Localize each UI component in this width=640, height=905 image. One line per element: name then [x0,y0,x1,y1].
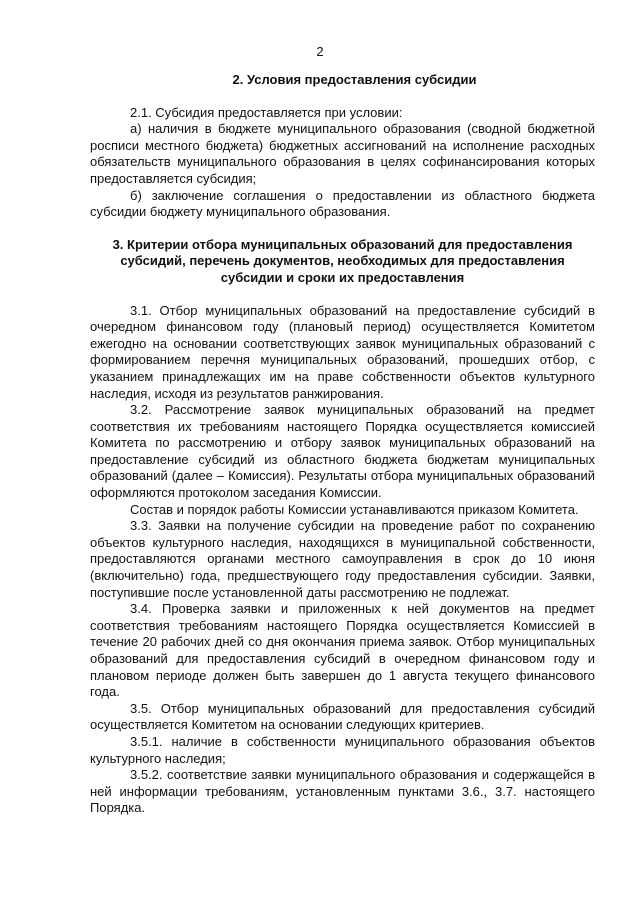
section-3-paragraph: 3.2. Рассмотрение заявок муниципальных образований на предмет соответствия их требованиям настоящего Порядка осуществляется комиссией Комитета по рассмотрению и отбору заявок муниципальных образований на предоставление субсидий из областного бюджета бюджетам муниципальных образований (далее – Комиссия). Результаты отбора муниципальных образований оформляются протоколом заседания Комиссии. [90,402,595,501]
section-2-paragraph: б) заключение соглашения о предоставлении из областного бюджета субсидии бюджету муниципального образования. [90,187,595,220]
section-3-paragraph: 3.3. Заявки на получение субсидии на проведение работ по сохранению объектов культурного наследия, находящихся в муниципальной собственности, предоставляются органами местного самоуправления в срок до 10 июня (включительно) года, предшествующего году предоставления субсидии. Заявки, поступившие после установленной даты рассмотрению не подлежат. [90,518,595,600]
section-2-paragraph: 2.1. Субсидия предоставляется при условии: [130,104,403,120]
section-3-paragraph: 3.5.1. наличие в собственности муниципального образования объектов культурного наследия; [90,733,595,766]
section-3-paragraph: 3.4. Проверка заявки и приложенных к ней документов на предмет соответствия требованиям настоящего Порядка осуществляется Комиссией в течение 20 рабочих дней со дня окончания приема заявок. Отбор муниципальных образований для предоставления субсидий в очередном финансовом году и плановом периоде должен быть завершен до 1 августа текущего финансового года. [90,601,595,700]
section-3-title: 3. Критерии отбора муниципальных образований для предоставления субсидий, перечень документов, необходимых для предоставления субсидии и сроки их предоставления [112,236,573,285]
section-2-paragraph: а) наличия в бюджете муниципального образования (сводной бюджетной росписи местного бюджета) бюджетных ассигнований на исполнение расходных обязательств муниципального образования в целях софинансирования которых предоставляется субсидия; [90,121,595,186]
section-3-paragraph: Состав и порядок работы Комиссии устанавливаются приказом Комитета. [130,501,579,517]
section-3-paragraph: 3.5. Отбор муниципальных образований для предоставления субсидий осуществляется Комитетом на основании следующих критериев. [90,700,595,733]
page-number: 2 [316,44,324,59]
section-3-paragraph: 3.5.2. соответствие заявки муниципального образования и содержащейся в ней информации требованиям, установленным пунктами 3.6., 3.7. настоящего Порядка. [90,767,595,816]
document-body [90,72,595,817]
section-3-paragraph: 3.1. Отбор муниципальных образований на предоставление субсидий в очередном финансовом году (плановый период) осуществляется Комитетом ежегодно на основании соответствующих заявок муниципальных образований с формированием перечня муниципальных образований, прошедших отбор, с указанием принадлежащих им на праве собственности объектов культурного наследия, исходя из результатов ранжирования. [90,302,595,401]
section-2-title: 2. Условия предоставления субсидии [232,72,477,87]
